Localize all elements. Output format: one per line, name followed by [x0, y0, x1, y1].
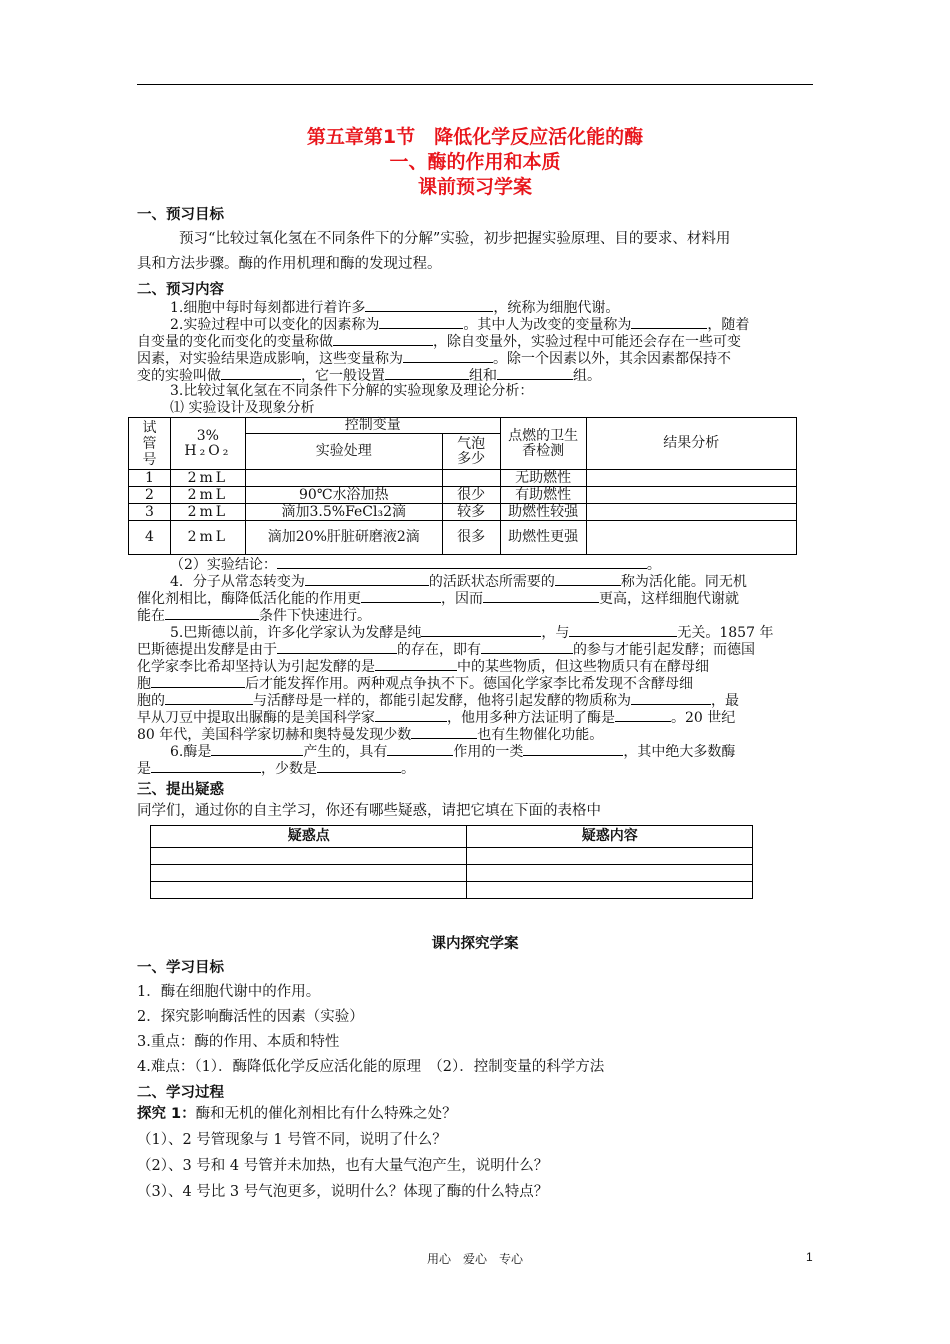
fill-blank[interactable] — [277, 555, 647, 569]
q5-text: 胞 — [137, 676, 151, 692]
q5-text: ，最 — [711, 693, 739, 709]
doubt-cell[interactable] — [467, 848, 753, 865]
q4-text: 能在 — [137, 608, 165, 624]
cell-incense: 无助燃性 — [500, 470, 586, 487]
q4-text: 称为活化能。同无机 — [620, 574, 747, 590]
q5-text: ，与 — [541, 625, 570, 641]
fill-blank[interactable] — [361, 589, 441, 603]
conclusion-end: 。 — [646, 557, 661, 573]
q4-text: 更高，这样细胞代谢就 — [599, 591, 739, 607]
fill-blank[interactable] — [151, 674, 245, 688]
explore-question-2: （2）、3 号和 4 号管并未加热，也有大量气泡产生，说明什么？ — [137, 1158, 549, 1174]
header-h2o2-formula: H₂O₂ — [184, 442, 232, 459]
fill-blank[interactable] — [305, 572, 429, 586]
header-treatment: 实验处理 — [245, 434, 442, 470]
q6-text: ，其中绝大多数酶 — [623, 744, 736, 760]
header-tube: 试管号 — [129, 418, 171, 470]
q6-text: 产生的，具有 — [303, 744, 388, 760]
header-h2o2-percent: 3% — [196, 427, 219, 444]
cell-result[interactable] — [586, 487, 796, 504]
fill-blank[interactable] — [365, 298, 493, 312]
q5-text: 与活酵母是一样的，都能引起发酵，他将引起发酵的物质称为 — [253, 693, 631, 709]
q2-text: 组和 — [469, 368, 497, 384]
q2-text: 。除一个因素以外，其余因素都保持不 — [493, 351, 731, 367]
inclass-goal-1: 1．酶在细胞代谢中的作用。 — [137, 984, 321, 1000]
q5-text: 的存在，即有 — [397, 642, 481, 658]
header-control-variable: 控制变量 — [245, 418, 500, 434]
table-row — [129, 487, 797, 504]
cell-volume: 2mL — [170, 470, 245, 487]
fill-blank[interactable] — [317, 759, 401, 773]
table-row — [129, 504, 797, 521]
q2-text: 变的实验叫做 — [137, 368, 221, 384]
doubt-cell[interactable] — [467, 882, 753, 899]
q2-text: 2.实验过程中可以变化的因素称为 — [170, 317, 380, 333]
explore-label: 探究 1： — [137, 1106, 196, 1122]
cell-result[interactable] — [586, 470, 796, 487]
fill-blank[interactable] — [221, 366, 301, 380]
header-incense: 点燃的卫生香检测 — [500, 418, 586, 470]
q2-text: 自变量的变化而变化的变量称做 — [137, 334, 333, 350]
doubt-cell[interactable] — [151, 865, 467, 882]
fill-blank[interactable] — [379, 315, 463, 329]
chapter-title: 第五章第1节 降低化学反应活化能的酶 — [306, 126, 644, 148]
fill-blank[interactable] — [385, 366, 469, 380]
cell-bubbles — [442, 470, 500, 487]
q4-text: 的活跃状态所需要的 — [428, 574, 555, 590]
q5-text: 也有生物催化功能。 — [477, 727, 604, 743]
cell-incense: 助燃性较强 — [500, 504, 586, 521]
inclass-goal-heading: 一、学习目标 — [137, 960, 224, 976]
cell-bubbles: 较多 — [442, 504, 500, 521]
inclass-goal-2: 2．探究影响酶活性的因素（实验） — [137, 1009, 364, 1025]
q2-text: 。其中人为改变的变量称为 — [463, 317, 632, 333]
fill-blank[interactable] — [615, 708, 671, 722]
explore-1 — [137, 1101, 457, 1127]
cell-incense: 助燃性更强 — [500, 521, 586, 555]
cell-volume: 2mL — [170, 521, 245, 555]
page-footer: 用心 爱心 专心 — [426, 1252, 523, 1266]
cell-treatment: 90℃水浴加热 — [245, 487, 442, 504]
q5-text: 无关。1857 年 — [677, 625, 774, 641]
q4-text: 条件下快速进行。 — [259, 608, 371, 624]
cell-treatment — [245, 470, 442, 487]
q1-text: 1.细胞中每时每刻都进行着许多 — [170, 300, 366, 316]
cell-bubbles: 很多 — [442, 521, 500, 555]
doubt-cell[interactable] — [467, 865, 753, 882]
fill-blank[interactable] — [523, 742, 623, 756]
doubt-instruction: 同学们，通过你的自主学习，你还有哪些疑惑，请把它填在下面的表格中 — [137, 803, 601, 819]
fill-blank[interactable] — [165, 606, 259, 620]
q5-text: 。20 世纪 — [671, 710, 736, 726]
inclass-goal-3: 3.重点：酶的作用、本质和特性 — [137, 1034, 340, 1050]
q6-text: 是 — [137, 761, 151, 777]
fill-blank[interactable] — [151, 759, 261, 773]
explore-question-1: （1）、2 号管现象与 1 号管不同，说明了什么？ — [137, 1132, 447, 1148]
fill-blank[interactable] — [387, 742, 453, 756]
q6-text: 。 — [401, 761, 415, 777]
doubt-table — [150, 825, 753, 899]
fill-blank[interactable] — [375, 708, 447, 722]
page-number: 1 — [806, 1250, 813, 1264]
cell-treatment: 滴加3.5%FeCl₃2滴 — [245, 504, 442, 521]
table-row — [151, 882, 753, 899]
cell-incense: 有助燃性 — [500, 487, 586, 504]
fill-blank[interactable] — [631, 691, 711, 705]
cell-treatment: 滴加20%肝脏研磨液2滴 — [245, 521, 442, 555]
q4-text: 催化剂相比，酶降低活化能的作用更 — [137, 591, 361, 607]
q2-text: 因素，对实验结果造成影响，这些变量称为 — [137, 351, 403, 367]
explore-question-3: （3）、4 号比 3 号气泡更多，说明什么？体现了酶的什么特点？ — [137, 1184, 549, 1200]
preview-title: 课前预习学案 — [417, 176, 532, 198]
preview-goal-text-1: 预习“比较过氧化氢在不同条件下的分解”实验，初步把握实验原理、目的要求、材料用 — [179, 231, 731, 247]
q2-text: ，随着 — [707, 317, 750, 333]
question-3-sub: ⑴ 实验设计及现象分析 — [170, 400, 315, 416]
q5-text: 中的某些物质，但这些物质只有在酵母细 — [457, 659, 709, 675]
cell-result[interactable] — [586, 504, 796, 521]
fill-blank[interactable] — [411, 725, 477, 739]
doubt-heading: 三、提出疑惑 — [137, 782, 224, 798]
table-row — [129, 521, 797, 555]
inclass-heading: 课内探究学案 — [431, 936, 519, 952]
q5-text: 巴斯德提出发酵是由于 — [137, 642, 277, 658]
table-row — [151, 865, 753, 882]
fill-blank[interactable] — [421, 623, 541, 637]
fill-blank[interactable] — [483, 589, 599, 603]
header-rule — [137, 84, 813, 85]
q5-text: 胞的 — [137, 693, 165, 709]
question-3: 3.比较过氧化氢在不同条件下分解的实验现象及理论分析： — [170, 383, 534, 399]
cell-volume: 2mL — [170, 504, 245, 521]
fill-blank[interactable] — [555, 572, 621, 586]
q2-text: 组。 — [573, 368, 601, 384]
header-result: 结果分析 — [586, 418, 796, 470]
cell-result[interactable] — [586, 521, 796, 555]
doubt-cell[interactable] — [151, 882, 467, 899]
fill-blank[interactable] — [569, 623, 677, 637]
header-bubbles: 气泡多少 — [442, 434, 500, 470]
q5-text: 80 年代，美国科学家切赫和奥特曼发现少数 — [137, 727, 412, 743]
cell-bubbles: 很少 — [442, 487, 500, 504]
q5-text: 后才能发挥作用。两种观点争执不下。德国化学家李比希发现不含酵母细 — [245, 676, 693, 692]
table-row — [129, 470, 797, 487]
q5-text: ，他用多种方法证明了酶是 — [447, 710, 615, 726]
cell-tube: 4 — [129, 521, 171, 555]
q4-text: ，因而 — [441, 591, 483, 607]
q6-text: ，少数是 — [261, 761, 317, 777]
preview-goal-heading: 一、预习目标 — [137, 207, 224, 223]
cell-volume: 2mL — [170, 487, 245, 504]
conclusion-label: （2）实验结论： — [170, 557, 277, 573]
question-6-line2 — [137, 759, 415, 778]
fill-blank[interactable] — [211, 742, 303, 756]
q5-text: 化学家李比希却坚持认为引起发酵的是 — [137, 659, 375, 675]
fill-blank[interactable] — [277, 640, 397, 654]
header-doubt-content: 疑惑内容 — [467, 826, 753, 848]
preview-content-heading: 二、预习内容 — [137, 282, 224, 298]
q5-text: 早从刀豆中提取出脲酶的是美国科学家 — [137, 710, 375, 726]
q2-text: ，它一般设置 — [301, 368, 385, 384]
q1-text-end: ，统称为细胞代谢。 — [493, 300, 620, 316]
cell-tube: 3 — [129, 504, 171, 521]
fill-blank[interactable] — [375, 657, 457, 671]
experiment-table — [128, 417, 797, 555]
fill-blank[interactable] — [497, 366, 573, 380]
header-doubt-point: 疑惑点 — [151, 826, 467, 848]
preview-goal-text-2: 具和方法步骤。酶的作用机理和酶的发现过程。 — [137, 256, 442, 272]
cell-tube: 2 — [129, 487, 171, 504]
header-h2o2 — [170, 418, 245, 470]
section-title: 一、酶的作用和本质 — [389, 151, 561, 173]
doubt-cell[interactable] — [151, 848, 467, 865]
fill-blank[interactable] — [481, 640, 573, 654]
fill-blank[interactable] — [403, 349, 493, 363]
table-row — [151, 848, 753, 865]
fill-blank[interactable] — [165, 691, 253, 705]
fill-blank[interactable] — [333, 332, 433, 346]
inclass-goal-4: 4.难点：（1）．酶降低化学反应活化能的原理 （2）．控制变量的科学方法 — [137, 1059, 605, 1075]
cell-tube: 1 — [129, 470, 171, 487]
q6-text: 6.酶是 — [170, 744, 212, 760]
q4-text: 4．分子从常态转变为 — [170, 574, 305, 590]
q5-text: 5.巴斯德以前，许多化学家认为发酵是纯 — [170, 625, 422, 641]
q5-text: 的参与才能引起发酵；而德国 — [573, 642, 755, 658]
process-heading: 二、学习过程 — [137, 1085, 224, 1101]
fill-blank[interactable] — [631, 315, 707, 329]
q6-text: 作用的一类 — [453, 744, 524, 760]
q2-text: ，除自变量外，实验过程中可能还会存在一些可变 — [433, 334, 741, 350]
explore-text: 酶和无机的催化剂相比有什么特殊之处？ — [195, 1106, 457, 1122]
